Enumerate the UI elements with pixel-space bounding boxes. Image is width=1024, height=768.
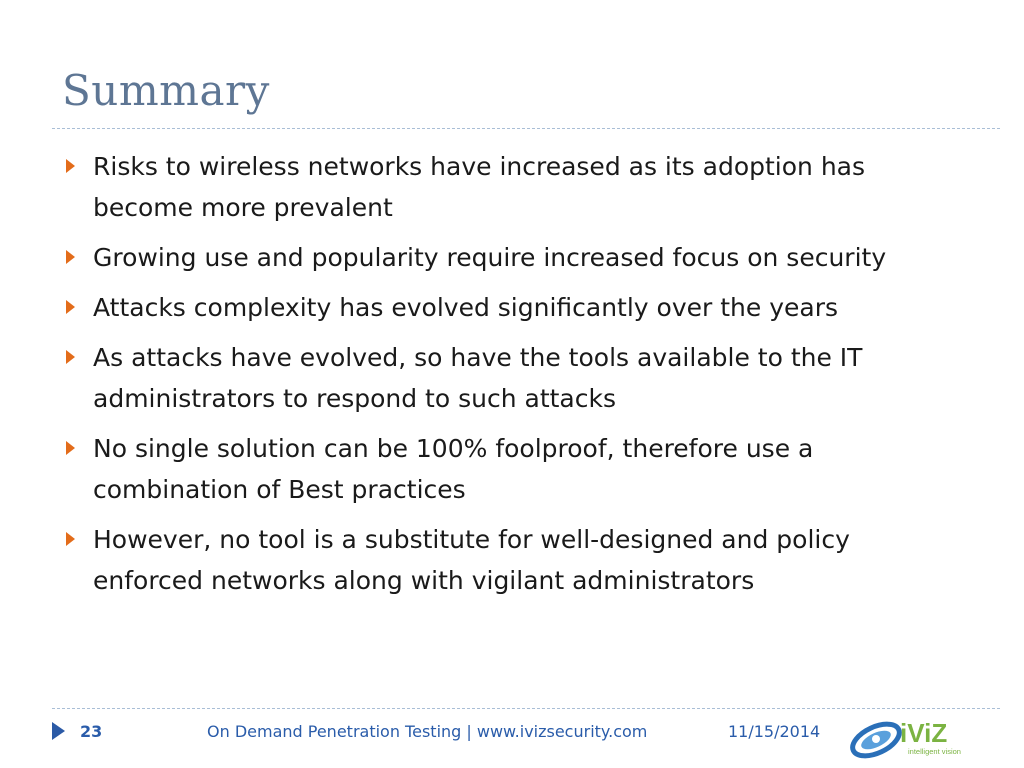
bullet-arrow-icon xyxy=(66,159,75,173)
logo-tagline: intelligent vision xyxy=(908,747,961,756)
bullet-list xyxy=(60,146,960,610)
bullet-item xyxy=(60,146,960,228)
footer-date: 11/15/2014 xyxy=(728,722,821,741)
page-number: 23 xyxy=(80,722,103,741)
bullet-text: Growing use and popularity require increased focus on security xyxy=(93,243,887,272)
logo-swoosh-icon xyxy=(848,718,904,760)
bullet-text: Risks to wireless networks have increased as its adoption has become more prevalent xyxy=(93,152,866,222)
bullet-item xyxy=(60,519,960,601)
bullet-text: As attacks have evolved, so have the tools available to the IT administrators to respond to such attacks xyxy=(93,343,863,413)
bullet-item xyxy=(60,237,960,278)
logo-wordmark: iViZ xyxy=(900,718,948,748)
bullet-item xyxy=(60,428,960,510)
bullet-text: No single solution can be 100% foolproof, therefore use a combination of Best practices xyxy=(93,434,814,504)
footer-arrow-icon xyxy=(52,722,65,740)
bullet-item xyxy=(60,287,960,328)
bullet-item xyxy=(60,337,960,419)
slide-title: Summary xyxy=(62,66,270,115)
footer-text: On Demand Penetration Testing | www.ivizsecurity.com xyxy=(207,722,648,741)
bullet-text: However, no tool is a substitute for well-designed and policy enforced networks along with vigilant administrators xyxy=(93,525,850,595)
bullet-arrow-icon xyxy=(66,250,75,264)
footer-divider xyxy=(52,708,1000,709)
bullet-arrow-icon xyxy=(66,532,75,546)
bullet-text: Attacks complexity has evolved significantly over the years xyxy=(93,293,839,322)
iviz-logo xyxy=(848,712,966,760)
bullet-arrow-icon xyxy=(66,441,75,455)
bullet-arrow-icon xyxy=(66,350,75,364)
bullet-arrow-icon xyxy=(66,300,75,314)
title-divider xyxy=(52,128,1000,129)
